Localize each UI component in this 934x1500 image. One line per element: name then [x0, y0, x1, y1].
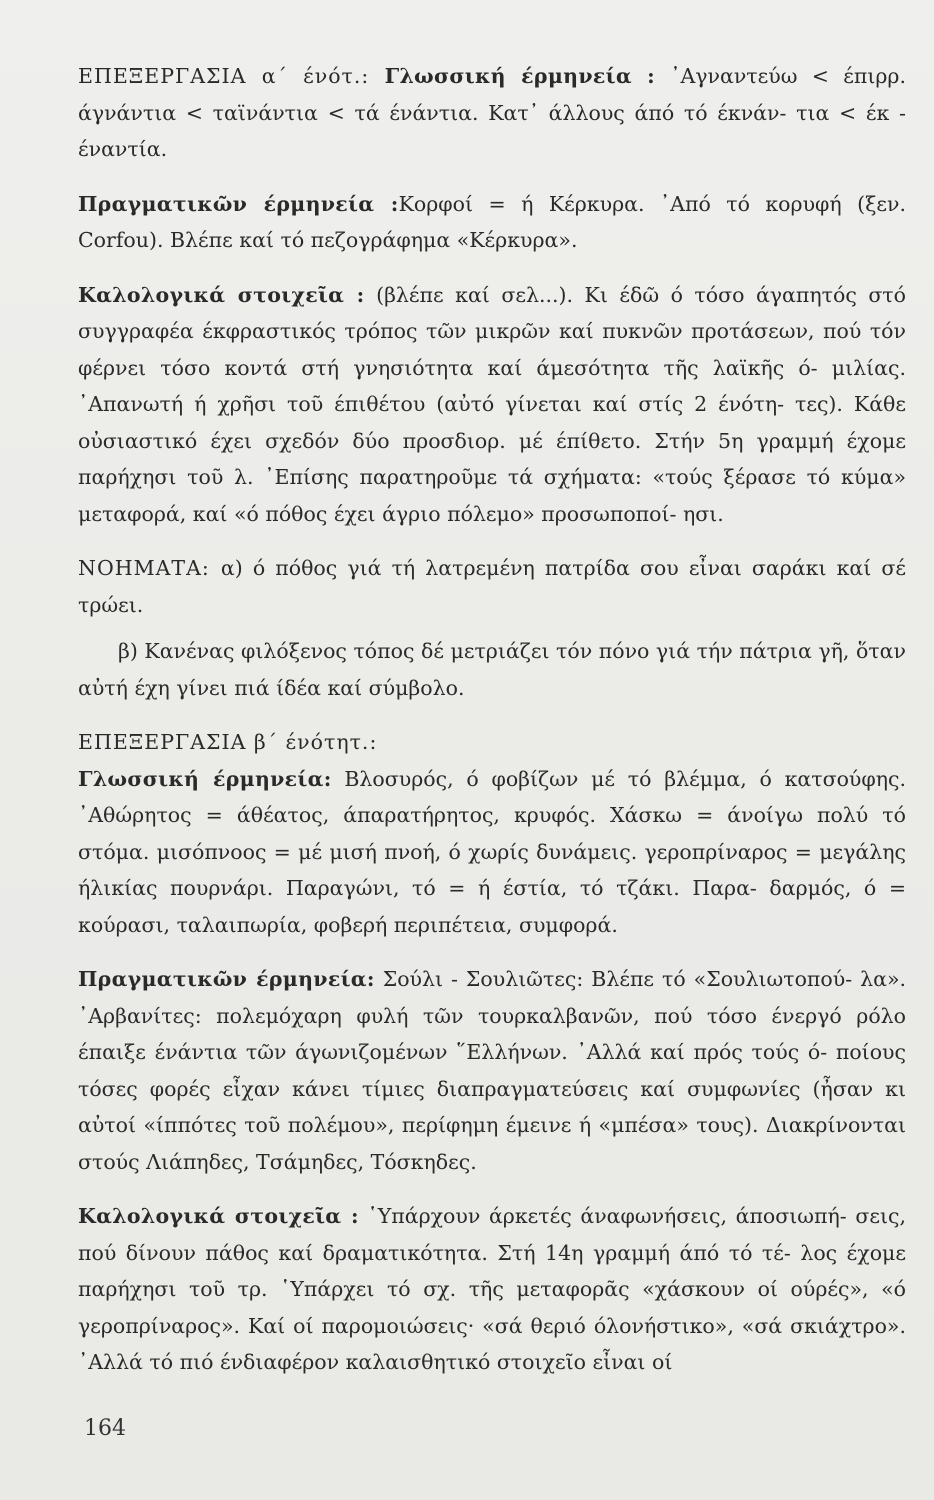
block-6-caps: ΕΠΕΞΕΡΓΑΣΙΑ β΄ ένότητ.:: [78, 730, 378, 754]
spacer: [78, 623, 906, 633]
block-6: [78, 724, 906, 761]
block-1-text: ᾿Αγναντεύω < έπιρρ. άγνάντια < ταϊνάντια < τά ένάντια. Κατ᾿ άλλους άπό τό έκνάν- τια < έκ - έναντία.: [78, 64, 906, 161]
spacer: [78, 1180, 906, 1198]
spacer: [78, 532, 906, 550]
block-3: [78, 277, 906, 533]
block-4-text: α) ό πόθος γιά τή λατρεμένη πατρίδα σου εἶναι σαράκι καί σέ τρώει.: [78, 556, 906, 617]
block-1-heading: Γλωσσική έρμηνεία :: [384, 64, 671, 88]
block-3-heading: Καλολογικά στοιχεῖα :: [78, 282, 365, 307]
block-1: [78, 58, 906, 168]
block-4: [78, 550, 906, 623]
spacer: [78, 943, 906, 961]
block-9: [78, 1198, 906, 1381]
block-3-text: (βλέπε καί σελ...). Κι έδῶ ό τόσο άγαπητός στό συγγραφέα έκφραστικός τρόπος τῶν μικρῶν καί πυκνῶν προτάσεων, πού τόν φέρνει τόσο κοντά στή γνησιότητα καί άμεσότητα τῆς λαϊκῆς ό- μιλίας. ᾿Απανωτή ή χρῆσι τοῦ έπιθέτου (αὐτό γίνεται καί στίς 2 ένότη- τες). Κάθε οὐσιαστικό έχει σχεδόν δύο προσδιορ. μέ έπίθετο. Στήν 5η γραμμή έχομε παρήχησι τοῦ λ. ᾿Επίσης παρατηροῦμε τά σχήματα: «τούς ξέρασε τό κύμα» μεταφορά, καί «ό πόθος έχει άγριο πόλεμο» προσωποποί- ησι.: [78, 282, 906, 526]
block-9-text: ῾Υπάρχουν άρκετές άναφωνήσεις, άποσιωπή- σεις, πού δίνουν πάθος καί δραματικότητα. Στή 14η γραμμή άπό τό τέ- λος έχομε παρήχησι τοῦ τρ. ῾Υπάρχει τό σχ. τῆς μεταφορᾶς «χάσκουν οί ούρές», «ό γεροπρίναρος». Καί οί παρομοιώσεις· «σά θεριό όλονήστικο», «σά σκιάχτρο». ᾿Αλλά τό πιό ένδιαφέρον καλαισθητικό στοιχεῖο εἶναι οί: [78, 1204, 906, 1374]
page-number: 164: [84, 1416, 126, 1441]
page-body: [78, 58, 906, 1381]
block-7: [78, 761, 906, 944]
block-8-heading: Πραγματικῶν έρμηνεία:: [78, 967, 375, 991]
block-8-text: Σούλι - Σουλιῶτες: Βλέπε τό «Σουλιωτοπού- λα». ᾿Αρβανίτες: πολεμόχαρη φυλή τῶν τουρκαλβανῶν, πού τόσο ένεργό ρόλο έπαιξε ένάντια τῶν άγωνιζομένων ῞Ελλήνων. ᾿Αλλά καί πρός τούς ό- ποίους τόσες φορές εἶχαν κάνει τίμιες διαπραγματεύσεις καί συμφωνίες (ἦσαν κι αὐτοί «ίππότες τοῦ πολέμου», περίφημη έμεινε ή «μπέσα» τους). Διακρίνονται στούς Λιάπηδες, Τσάμηδες, Τόσκηδες.: [78, 967, 906, 1174]
block-5: [78, 633, 906, 706]
block-4-caps: ΝΟΗΜΑΤΑ:: [78, 556, 221, 580]
block-7-heading: Γλωσσική έρμηνεία:: [78, 766, 332, 791]
spacer: [78, 706, 906, 724]
block-1-caps: ΕΠΕΞΕΡΓΑΣΙΑ α΄ ένότ.:: [78, 64, 385, 88]
block-9-heading: Καλολογικά στοιχεῖα :: [78, 1204, 359, 1228]
block-2-text: Κορφοί = ή Κέρκυρα. ᾿Από τό κορυφή (ξεν. Corfou). Βλέπε καί τό πεζογράφημα «Κέρκυρα».: [78, 191, 907, 252]
block-2: [78, 186, 906, 259]
block-7-text: Βλοσυρός, ό φοβίζων μέ τό βλέμμα, ό κατσούφης. ᾿Αθώρητος = άθέατος, άπαρατήρητος, κρυφός. Χάσκω = άνοίγω πολύ τό στόμα. μισόπνοος = μέ μισή πνοή, ό χωρίς δυνάμεις. γεροπρίναρος = μεγάλης ήλικίας πουρνάρι. Παραγώνι, τό = ή έστία, τό τζάκι. Παρα- δαρμός, ό = κούρασι, ταλαιπωρία, φοβερή περιπέτεια, συμφορά.: [78, 766, 907, 937]
block-2-heading: Πραγματικῶν έρμηνεία :: [78, 191, 399, 216]
block-5-text: β) Κανένας φιλόξενος τόπος δέ μετριάζει τόν πόνο γιά τήν πάτρια γῆ, ὅταν αὐτή έχη γίνει πιά ίδέα καί σύμβολο.: [78, 639, 906, 700]
spacer: [78, 168, 906, 186]
spacer: [78, 259, 906, 277]
block-8: [78, 961, 906, 1180]
